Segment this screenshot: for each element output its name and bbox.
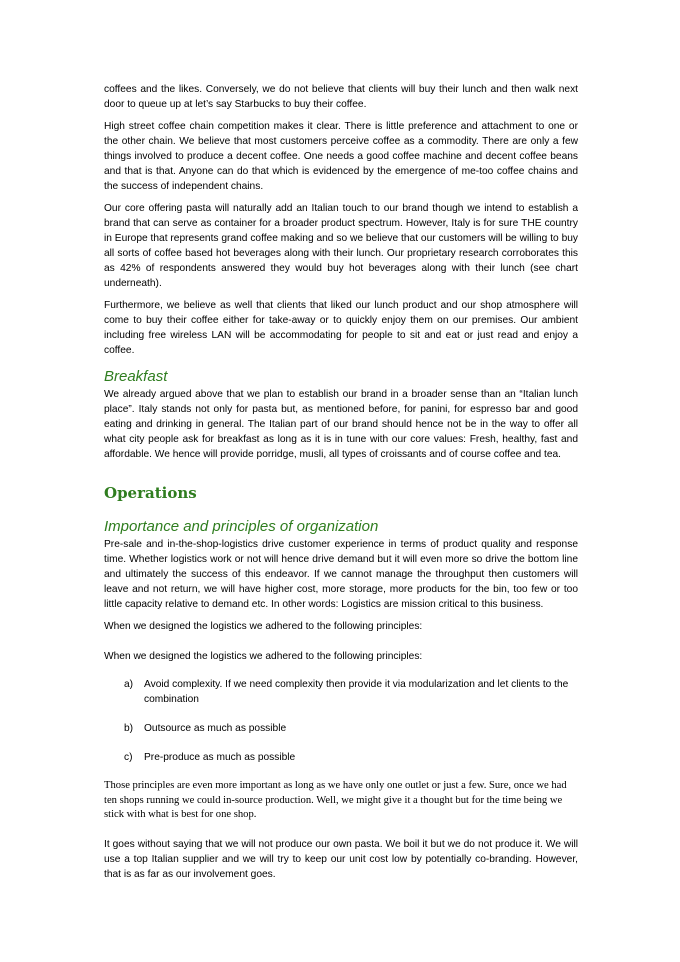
list-marker: a) [124,679,134,690]
paragraph-core-offering: Our core offering pasta will naturally add an Italian touch to our brand though we intend to establish a brand that can serve as container for a broader product spectrum. However, Italy is for sure THE country in Europe that represents grand coffee making and so we believe that our customers will be willing to buy all sorts of coffee based hot beverages along with their lunch. Our proprietary research corroborates this as 42% of respondents answered they would buy hot beverages along with their lunch (see chart underneath). [104,203,578,289]
paragraph-principles-intro: When we designed the logistics we adhered to the following principles: [104,621,423,632]
paragraph-coffee-intro: coffees and the likes. Conversely, we do not believe that clients will buy their lunch and then walk next door to queue up at let’s say Starbucks to buy their coffee. [104,84,578,110]
list-item-text: Pre-produce as much as possible [144,752,296,763]
list-item [104,677,578,707]
list-item-text: Avoid complexity. If we need complexity then provide it via modularization and let clients to the combination [144,679,569,705]
paragraph-principles-intro-repeat: When we designed the logistics we adhered to the following principles: [104,651,423,662]
paragraph-principles-importance: Those principles are even more important as long as we have only one outlet or just a few. Sure, once we had ten shops running we could in-source production. Well, we might give it a thought but for the time being we stick with what is best for one shop. [104,780,567,820]
list-marker: c) [124,752,133,763]
heading-importance: Importance and principles of organization [104,518,379,535]
paragraph-competition: High street coffee chain competition makes it clear. There is little preference and attachment to one or the other chain. We believe that most customers perceive coffee as a commodity. There are only a few things involved to produce a decent coffee. One needs a good coffee machine and decent coffee beans and that is that. Anyone can do that which is evidenced by the emergence of me-too coffee chains and the success of independent chains. [104,121,578,192]
heading-operations: Operations [104,484,197,502]
paragraph-logistics: Pre-sale and in-the-shop-logistics drive customer experience in terms of product quality and response time. Whether logistics work or not will hence drive demand but it will even more so drive the bottom line and ultimately the success of this endeavor. If we cannot manage the throughput then customers will leave and not return, we will have higher cost, more storage, more products for the bin, too few or too little capacity relative to demand etc. In other words: Logistics are mission critical to this business. [104,539,578,610]
list-item [104,750,578,765]
paragraph-atmosphere: Furthermore, we believe as well that clients that liked our lunch product and our shop atmosphere will come to buy their coffee either for take-away or to quickly enjoy them on our premises. Our ambient including free wireless LAN will be accommodating for people to sit and eat or just read and enjoy a coffee. [104,300,578,356]
list-item [104,721,578,736]
list-item-text: Outsource as much as possible [144,723,287,734]
paragraph-pasta-supplier: It goes without saying that we will not produce our own pasta. We boil it but we do not produce it. We will use a top Italian supplier and we will try to keep our unit cost low by potentially co-branding. However, that is as far as our involvement goes. [104,838,578,880]
heading-breakfast: Breakfast [104,368,168,385]
list-marker: b) [124,723,134,734]
document-page [104,82,578,889]
paragraph-breakfast: We already argued above that we plan to establish our brand in a broader sense than an “Italian lunch place”. Italy stands not only for pasta but, as mentioned before, for panini, for espresso bar and good eating and drinking in general. The Italian part of our brand should hence not be in the way to offer all what city people ask for breakfast as long as it is in tune with our core values: Fresh, healthy, fast and affordable. We hence will provide porridge, musli, all types of croissants and of course coffee and tea. [104,389,578,460]
principles-list [104,677,578,765]
